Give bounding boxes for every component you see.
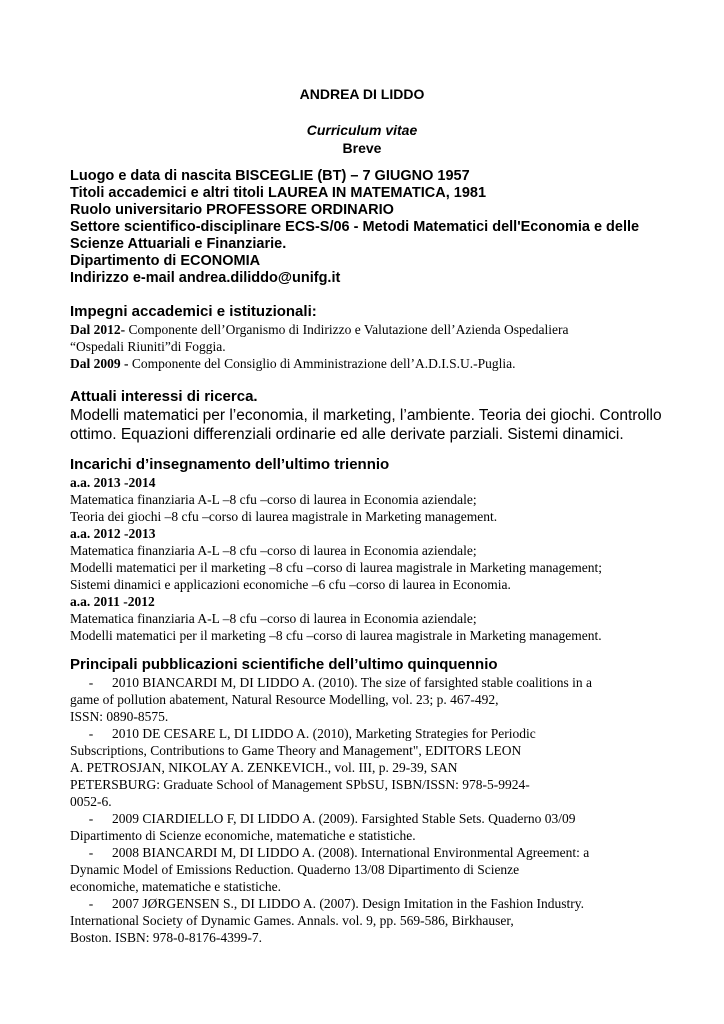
impegni-item (70, 321, 670, 338)
cv-subtitle: Breve (342, 140, 382, 156)
section-ricerca (70, 388, 670, 444)
publication-text: 2010 BIANCARDI M, DI LIDDO A. (2010). The size of farsighted stable coalitions in a (112, 675, 593, 690)
personal-info (70, 168, 660, 287)
academic-year: a.a. 2013 -2014 (70, 475, 156, 490)
course-line: Matematica finanziaria A-L –8 cfu –corso di laurea in Economia aziendale; (70, 543, 477, 558)
publication-text: Dynamic Model of Emissions Reduction. Quaderno 13/08 Dipartimento di Scienze (70, 862, 520, 877)
publication-text: Dipartimento di Scienze economiche, matematiche e statistiche. (70, 828, 416, 843)
publication-text: A. PETROSJAN, NIKOLAY A. ZENKEVICH., vol. III, p. 29-39, SAN (70, 760, 458, 775)
publication-text: PETERSBURG: Graduate School of Management SPbSU, ISBN/ISSN: 978-5-9924- (70, 777, 530, 792)
info-line: Luogo e data di nascita BISCEGLIE (BT) – 7 GIUGNO 1957 (70, 168, 470, 184)
section-heading: Incarichi d’insegnamento dell’ultimo triennio (70, 456, 390, 473)
academic-year: a.a. 2011 -2012 (70, 594, 155, 609)
impegni-year: Dal 2009 - (70, 356, 129, 371)
ricerca-text: ottimo. Equazioni differenziali ordinarie ed alle derivate parziali. Sistemi dinamici. (70, 426, 624, 443)
impegni-item (70, 355, 670, 372)
impegni-text: Componente dell’Organismo di Indirizzo e Valutazione dell’Azienda Ospedaliera (125, 322, 569, 337)
publication-text: economiche, matematiche e statistiche. (70, 879, 282, 894)
info-line: Ruolo universitario PROFESSORE ORDINARIO (70, 202, 394, 218)
author-name: ANDREA DI LIDDO (299, 86, 425, 102)
publication-text: 2007 JØRGENSEN S., DI LIDDO A. (2007). Design Imitation in the Fashion Industry. (112, 896, 584, 911)
publication-item (70, 674, 670, 691)
list-dash: - (88, 726, 94, 741)
info-line: Titoli accademici e altri titoli LAUREA IN MATEMATICA, 1981 (70, 185, 487, 201)
section-pubblicazioni (70, 656, 670, 946)
list-dash: - (88, 675, 94, 690)
publication-item (70, 844, 670, 861)
cv-title-block (70, 121, 654, 157)
impegni-year: Dal 2012- (70, 322, 126, 337)
academic-year: a.a. 2012 -2013 (70, 526, 156, 541)
publication-item (70, 725, 670, 742)
section-heading: Impegni accademici e istituzionali: (70, 303, 317, 320)
course-line: Modelli matematici per il marketing –8 cfu –corso di laurea magistrale in Marketing management; (70, 560, 602, 575)
course-line: Matematica finanziaria A-L –8 cfu –corso di laurea in Economia aziendale; (70, 492, 477, 507)
publication-item (70, 895, 670, 912)
section-heading: Attuali interessi di ricerca. (70, 388, 258, 405)
info-line: Dipartimento di ECONOMIA (70, 253, 261, 269)
course-line: Modelli matematici per il marketing –8 cfu –corso di laurea magistrale in Marketing management. (70, 628, 602, 643)
course-line: Matematica finanziaria A-L –8 cfu –corso di laurea in Economia aziendale; (70, 611, 477, 626)
cv-title: Curriculum vitae (306, 122, 418, 138)
publication-text: game of pollution abatement, Natural Resource Modelling, vol. 23; p. 467-492, (70, 692, 499, 707)
section-impegni (70, 303, 670, 372)
publication-text: International Society of Dynamic Games. Annals. vol. 9, pp. 569-586, Birkhauser, (70, 913, 514, 928)
impegni-text: “Ospedali Riuniti”di Foggia. (70, 339, 226, 354)
course-line: Teoria dei giochi –8 cfu –corso di laurea magistrale in Marketing management. (70, 509, 498, 524)
list-dash: - (88, 845, 94, 860)
section-incarichi (70, 456, 670, 644)
info-line: Scienze Attuariali e Finanziarie. (70, 236, 287, 252)
publication-text: ISSN: 0890-8575. (70, 709, 169, 724)
publication-text: 0052-6. (70, 794, 112, 809)
info-line: Settore scientifico-disciplinare ECS-S/06 - Metodi Matematici dell'Economia e delle (70, 219, 640, 235)
publication-text: 2010 DE CESARE L, DI LIDDO A. (2010), Marketing Strategies for Periodic (112, 726, 536, 741)
list-dash: - (88, 811, 94, 826)
course-line: Sistemi dinamici e applicazioni economiche –6 cfu –corso di laurea in Economia. (70, 577, 511, 592)
publication-text: 2009 CIARDIELLO F, DI LIDDO A. (2009). Farsighted Stable Sets. Quaderno 03/09 (112, 811, 576, 826)
publication-text: Boston. ISBN: 978-0-8176-4399-7. (70, 930, 262, 945)
publication-text: Subscriptions, Contributions to Game Theory and Management", EDITORS LEON (70, 743, 522, 758)
section-heading: Principali pubblicazioni scientifiche dell’ultimo quinquennio (70, 656, 498, 673)
publication-item (70, 810, 670, 827)
ricerca-text: Modelli matematici per l’economia, il marketing, l’ambiente. Teoria dei giochi. Controllo (70, 407, 662, 424)
list-dash: - (88, 896, 94, 911)
info-line: Indirizzo e-mail andrea.diliddo@unifg.it (70, 270, 341, 286)
impegni-text: Componente del Consiglio di Amministrazione dell’A.D.I.S.U.-Puglia. (128, 356, 516, 371)
publication-text: 2008 BIANCARDI M, DI LIDDO A. (2008). International Environmental Agreement: a (112, 845, 590, 860)
